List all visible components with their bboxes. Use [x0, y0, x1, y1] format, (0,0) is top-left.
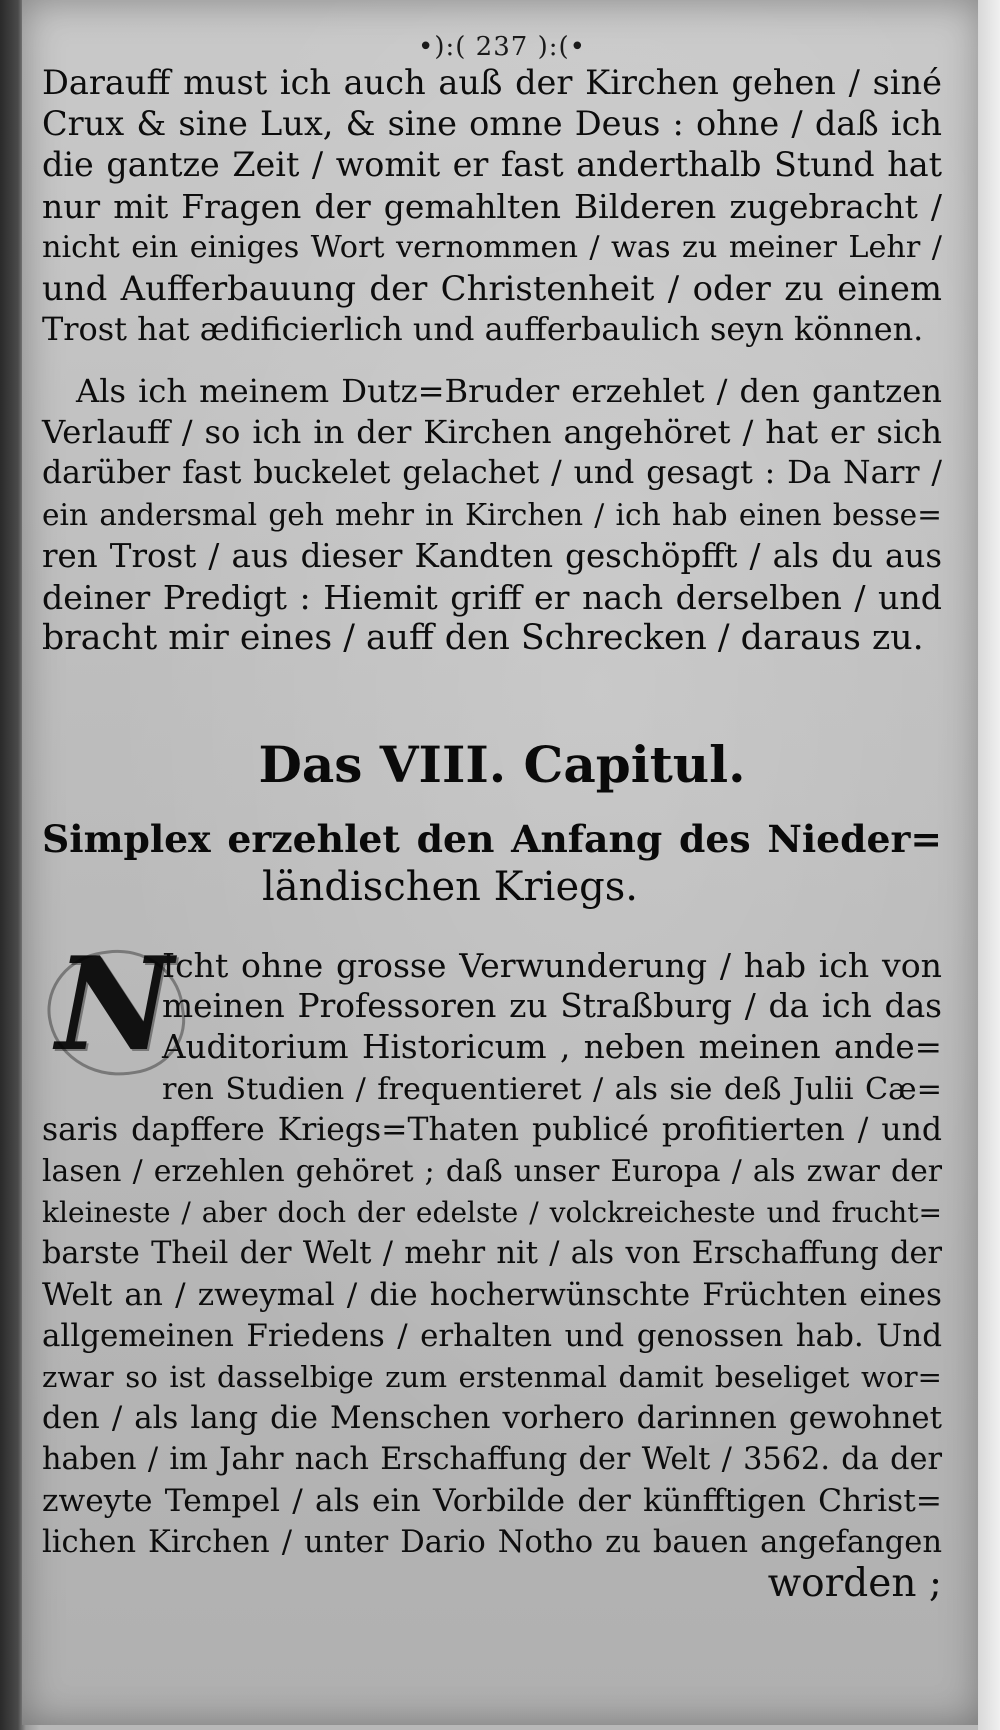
chapter-heading: Das VIII. Capitul.	[258, 735, 746, 794]
page-edge	[978, 0, 1000, 1730]
text-line: Als ich meinem Dutz=Bruder erzehlet / den gantzen	[76, 372, 942, 410]
text-line: Icht ohne grosse Verwunderung / hab ich von	[162, 946, 942, 985]
decorated-initial: N	[56, 930, 173, 1080]
text-line: Crux & sine Lux, & sine omne Deus : ohne / daß ich	[42, 104, 942, 144]
text-line: ren Studien / frequentieret / als sie deß Julii Cæ=	[162, 1071, 942, 1107]
text-line: saris dapffere Kriegs=Thaten publicé profitierten / und	[42, 1111, 942, 1148]
text-line: nur mit Fragen der gemahlten Bilderen zugebracht /	[42, 186, 942, 226]
text-line: allgemeinen Friedens / erhalten und genossen hab. Und	[42, 1317, 942, 1354]
catchword: worden ;	[767, 1561, 942, 1607]
text-line: lasen / erzehlen gehöret ; daß unser Europa / als zwar der	[42, 1154, 942, 1190]
page-number: •):( 237 ):(•	[418, 32, 586, 62]
text-line: Verlauff / so ich in der Kirchen angehöret / hat er sich	[42, 413, 942, 452]
text-line: nicht ein einiges Wort vernommen / was zu meiner Lehr /	[42, 229, 942, 265]
text-line: Welt an / zweymal / die hocherwünschte Früchten eines	[42, 1276, 942, 1313]
text-line: deiner Predigt : Hiemit griff er nach derselben / und	[42, 578, 942, 618]
text-line: darüber fast buckelet gelachet / und gesagt : Da Narr /	[42, 455, 942, 492]
text-line: zweyte Tempel / als ein Vorbilde der künfftigen Christ=	[42, 1482, 942, 1519]
text-line: bracht mir eines / auff den Schrecken / daraus zu.	[42, 618, 924, 659]
book-page	[22, 0, 982, 1725]
text-line: den / als lang die Menschen vorhero darinnen gewohnet	[42, 1400, 942, 1437]
paragraph-1	[42, 62, 942, 350]
text-line: meinen Professoren zu Straßburg / da ich das	[162, 987, 942, 1026]
text-line: die gantze Zeit / womit er fast anderthalb Stund hat	[42, 145, 942, 185]
text-line: Auditorium Historicum , neben meinen ande=	[162, 1028, 942, 1067]
text-line: haben / im Jahr nach Erschaffung der Welt / 3562. da der	[42, 1442, 942, 1478]
text-line: und Aufferbauung der Christenheit / oder zu einem	[42, 269, 942, 309]
paragraph-2	[42, 371, 942, 659]
text-line: zwar so ist dasselbige zum erstenmal damit beseliget wor=	[42, 1360, 942, 1395]
paragraph-3	[42, 945, 942, 1607]
summary-line-1: Simplex erzehlet den Anfang des Nieder=	[42, 817, 942, 861]
chapter-summary	[42, 815, 942, 911]
text-line: kleineste / aber doch der edelste / volckreicheste und frucht=	[42, 1196, 942, 1230]
text-line: barste Theil der Welt / mehr nit / als von Erschaffung der	[42, 1236, 942, 1272]
text-line: Darauff must ich auch auß der Kirchen gehen / siné	[42, 63, 942, 102]
text-line: lichen Kirchen / unter Dario Notho zu bauen angefangen	[42, 1524, 942, 1560]
summary-line-2: ländischen Kriegs.	[262, 864, 638, 910]
text-line: Trost hat ædificierlich und aufferbaulich seyn können.	[42, 310, 924, 349]
text-line: ren Trost / aus dieser Kandten geschöpfft / als du aus	[42, 536, 942, 575]
text-line: ein andersmal geh mehr in Kirchen / ich hab einen besse=	[42, 497, 942, 532]
